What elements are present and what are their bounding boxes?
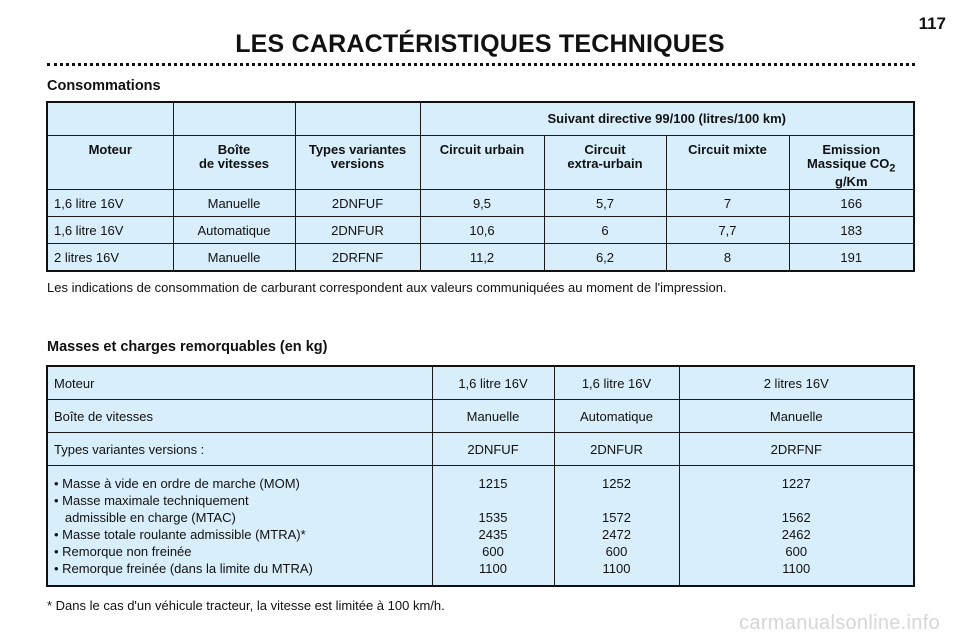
value-mom: 1252 (602, 476, 631, 491)
col-emission-line1: Emission (822, 141, 881, 157)
col-variants-line1: Types variantes (308, 141, 407, 157)
consumption-heading: Consommations (47, 78, 161, 94)
cell-mixed: 7,7 (666, 217, 789, 244)
value-mtac: 1572 (602, 510, 631, 525)
mass-labels (47, 466, 432, 586)
cell-emission: 191 (789, 244, 914, 272)
col-urban (420, 135, 544, 190)
spacer (559, 492, 675, 509)
cell-variant: 2DRFNF (295, 244, 420, 272)
cell-mixed: 8 (666, 244, 789, 272)
value-mom: 1215 (478, 476, 508, 491)
masses-table (46, 365, 915, 587)
cell-emission: 183 (789, 217, 914, 244)
label-mtac-2: admissible en charge (MTAC) (54, 510, 236, 525)
cell-extra-urban: 5,7 (544, 190, 666, 217)
row-label-engine: Moteur (47, 366, 432, 400)
value-unbraked: 600 (605, 544, 628, 559)
mass-values-col (432, 466, 554, 586)
spacer (684, 492, 910, 509)
row-label-variants: Types variantes versions : (47, 433, 432, 466)
col-variants-line2: versions (330, 155, 385, 171)
value-braked: 1100 (479, 561, 507, 576)
value-mtac: 1535 (478, 510, 508, 525)
col-gearbox-line2: de vitesses (198, 155, 270, 171)
cell-variant: 2DNFUR (295, 217, 420, 244)
cell-gearbox: Manuelle (679, 400, 914, 433)
cell-urban: 10,6 (420, 217, 544, 244)
col-emission-line3: g/Km (835, 174, 868, 190)
masses-heading: Masses et charges remorquables (en kg) (47, 339, 328, 355)
cell-engine: 2 litres 16V (47, 244, 173, 272)
value-unbraked: 600 (785, 544, 808, 559)
cell-engine: 1,6 litre 16V (47, 190, 173, 217)
empty-header-cell (295, 102, 420, 135)
value-mtra: 2435 (478, 527, 508, 542)
col-gearbox (173, 135, 295, 190)
mass-values-col (554, 466, 679, 586)
value-mom: 1227 (781, 476, 811, 491)
consumption-row (47, 244, 914, 272)
page-number: 117 (918, 14, 946, 33)
value-mtra: 2462 (781, 527, 811, 542)
cell-gearbox: Manuelle (173, 190, 295, 217)
cell-variant: 2DNFUR (554, 433, 679, 466)
cell-variant: 2DNFUF (295, 190, 420, 217)
directive-header: Suivant directive 99/100 (litres/100 km) (420, 102, 914, 135)
footnote: * Dans le cas d'un véhicule tracteur, la vitesse est limitée à 100 km/h. (47, 598, 445, 613)
page-title: LES CARACTÉRISTIQUES TECHNIQUES (235, 30, 725, 58)
col-urban-label: Circuit urbain (439, 141, 525, 157)
consumption-row (47, 190, 914, 217)
label-mtra: • Masse totale roulante admissible (MTRA)* (54, 527, 306, 542)
row-label-gearbox: Boîte de vitesses (47, 400, 432, 433)
empty-header-cell (47, 102, 173, 135)
col-extra-urban-line1: Circuit (584, 141, 626, 157)
label-unbraked: • Remorque non freinée (54, 544, 192, 559)
cell-engine: 1,6 litre 16V (554, 366, 679, 400)
cell-mixed: 7 (666, 190, 789, 217)
col-gearbox-line1: Boîte (217, 141, 251, 157)
cell-gearbox: Manuelle (173, 244, 295, 272)
col-emission-subscript: 2 (889, 162, 896, 175)
cell-gearbox: Automatique (173, 217, 295, 244)
cell-engine: 2 litres 16V (679, 366, 914, 400)
col-emission-line2: Massique CO (807, 155, 890, 171)
empty-header-cell (173, 102, 295, 135)
cell-engine: 1,6 litre 16V (432, 366, 554, 400)
cell-engine: 1,6 litre 16V (47, 217, 173, 244)
masses-gearbox-row (47, 400, 914, 433)
cell-gearbox: Manuelle (432, 400, 554, 433)
col-engine-label: Moteur (88, 141, 132, 157)
cell-urban: 11,2 (420, 244, 544, 272)
consumption-directive-row (47, 102, 914, 135)
cell-extra-urban: 6,2 (544, 244, 666, 272)
value-braked: 1100 (782, 561, 811, 576)
label-mtac-1: • Masse maximale techniquement (54, 493, 249, 508)
consumption-header-row (47, 135, 914, 190)
masses-variants-row (47, 433, 914, 466)
value-mtac: 1562 (781, 510, 811, 525)
cell-variant: 2DNFUF (432, 433, 554, 466)
col-engine (47, 135, 173, 190)
col-extra-urban (544, 135, 666, 190)
masses-values-row (47, 466, 914, 586)
watermark: carmanualsonline.info (739, 612, 940, 634)
col-variants (295, 135, 420, 190)
masses-engine-row (47, 366, 914, 400)
label-braked: • Remorque freinée (dans la limite du MTRA) (54, 561, 313, 576)
col-mixed (666, 135, 789, 190)
consumption-table (46, 101, 915, 272)
value-mtra: 2472 (602, 527, 631, 542)
col-mixed-label: Circuit mixte (688, 141, 767, 157)
cell-variant: 2DRFNF (679, 433, 914, 466)
spacer (437, 492, 550, 509)
col-emission (789, 135, 914, 190)
value-unbraked: 600 (482, 544, 504, 559)
value-braked: 1100 (602, 561, 631, 576)
title-divider (47, 63, 915, 66)
label-mom: • Masse à vide en ordre de marche (MOM) (54, 476, 300, 491)
col-extra-urban-line2: extra-urbain (567, 155, 643, 171)
consumption-note: Les indications de consommation de carburant correspondent aux valeurs communiquées au moment de l'impression. (47, 280, 727, 295)
consumption-row (47, 217, 914, 244)
cell-gearbox: Automatique (554, 400, 679, 433)
cell-emission: 166 (789, 190, 914, 217)
cell-urban: 9,5 (420, 190, 544, 217)
cell-extra-urban: 6 (544, 217, 666, 244)
mass-values-col (679, 466, 914, 586)
